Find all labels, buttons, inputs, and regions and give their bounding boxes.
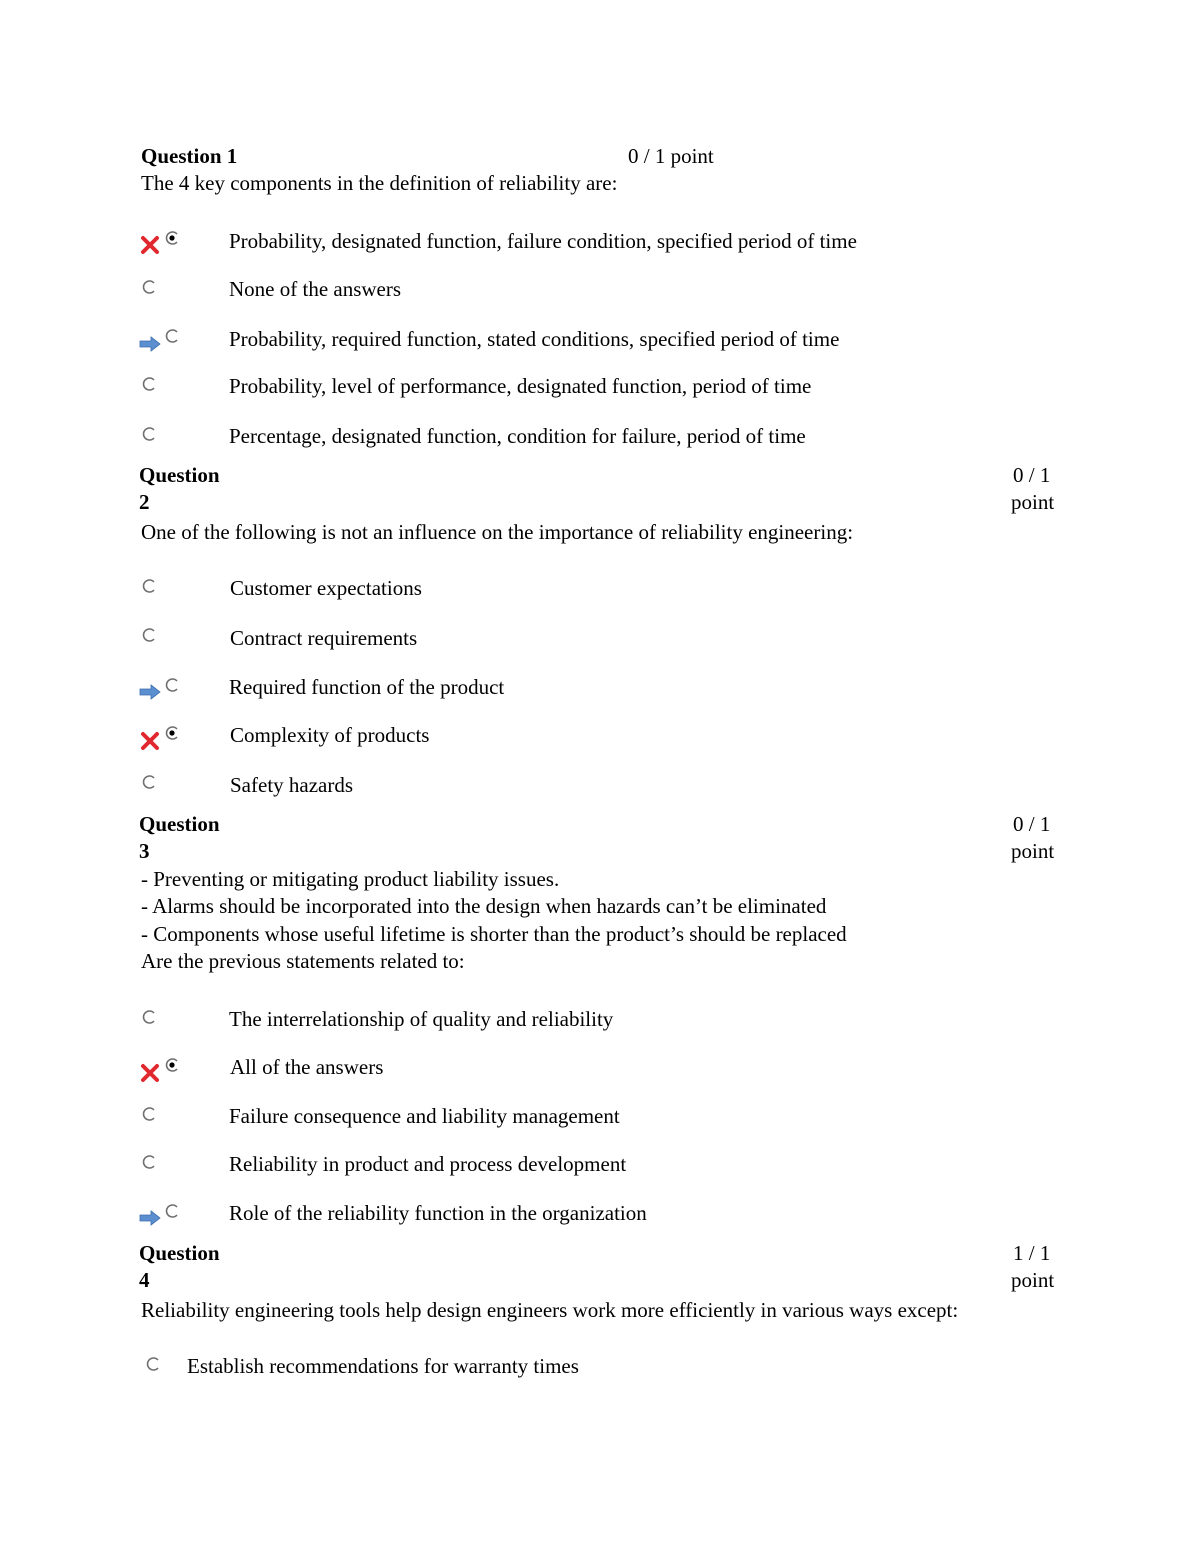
question-2-label-line1: Question — [139, 463, 220, 487]
radio-unselected-icon[interactable] — [141, 376, 157, 392]
option-text: Customer expectations — [230, 576, 422, 600]
radio-unselected-icon[interactable] — [141, 1154, 157, 1170]
radio-unselected-icon[interactable] — [141, 774, 157, 790]
radio-unselected-icon[interactable] — [141, 426, 157, 442]
option-text: None of the answers — [229, 277, 402, 301]
option-text: All of the answers — [230, 1055, 384, 1079]
option-text: Probability, level of performance, designated function, period of time — [229, 374, 812, 398]
option-text: Role of the reliability function in the organization — [229, 1201, 647, 1225]
option-text: Probability, required function, stated conditions, specified period of time — [229, 327, 840, 351]
radio-unselected-icon[interactable] — [141, 578, 157, 594]
question-1-label: Question 1 — [141, 144, 238, 168]
question-3-score-line1: 0 / 1 — [1013, 812, 1051, 836]
question-4-prompt: Reliability engineering tools help design engineers work more efficiently in various ways except: — [141, 1298, 959, 1322]
question-1-score: 0 / 1 point — [628, 144, 714, 168]
question-2-prompt: One of the following is not an influence on the importance of reliability engineering: — [141, 520, 854, 544]
question-4-label-line2: 4 — [139, 1268, 150, 1292]
option-text: The interrelationship of quality and reliability — [229, 1007, 614, 1031]
option-text: Probability, designated function, failure condition, specified period of time — [229, 229, 857, 253]
option-text: Establish recommendations for warranty times — [187, 1354, 579, 1378]
option-text: Contract requirements — [230, 626, 418, 650]
radio-unselected-icon[interactable] — [145, 1356, 161, 1372]
option-text: Percentage, designated function, condition for failure, period of time — [229, 424, 806, 448]
option-text: Required function of the product — [229, 675, 505, 699]
question-3-label-line2: 3 — [139, 839, 150, 863]
radio-unselected-icon[interactable] — [141, 1106, 157, 1122]
radio-selected-icon[interactable] — [164, 230, 180, 246]
question-4-score-line1: 1 / 1 — [1013, 1241, 1051, 1265]
question-1-prompt: The 4 key components in the definition of reliability are: — [141, 171, 618, 195]
question-4-score-line2: point — [1011, 1268, 1055, 1292]
question-2-score-line1: 0 / 1 — [1013, 463, 1051, 487]
radio-unselected-icon[interactable] — [141, 279, 157, 295]
radio-unselected-icon[interactable] — [141, 1009, 157, 1025]
question-2-label-line2: 2 — [139, 490, 150, 514]
x-mark-icon — [139, 731, 161, 751]
question-3-statement-1: - Preventing or mitigating product liability issues. — [141, 867, 560, 891]
arrow-right-icon — [139, 1208, 161, 1228]
question-3-statement-2: - Alarms should be incorporated into the design when hazards can’t be eliminated — [141, 894, 827, 918]
x-mark-icon — [139, 1063, 161, 1083]
radio-selected-icon[interactable] — [164, 725, 180, 741]
arrow-right-icon — [139, 334, 161, 354]
radio-unselected-icon[interactable] — [164, 1203, 180, 1219]
question-3-prompt: Are the previous statements related to: — [141, 949, 465, 973]
radio-unselected-icon[interactable] — [164, 677, 180, 693]
question-3-score-line2: point — [1011, 839, 1055, 863]
option-text: Failure consequence and liability management — [229, 1104, 620, 1128]
question-3-label-line1: Question — [139, 812, 220, 836]
radio-unselected-icon[interactable] — [164, 328, 180, 344]
question-3-statement-3: - Components whose useful lifetime is shorter than the product’s should be replaced — [141, 922, 847, 946]
radio-unselected-icon[interactable] — [141, 627, 157, 643]
radio-selected-icon[interactable] — [164, 1057, 180, 1073]
option-text: Safety hazards — [230, 773, 354, 797]
question-4-label-line1: Question — [139, 1241, 220, 1265]
arrow-right-icon — [139, 682, 161, 702]
option-text: Complexity of products — [230, 723, 430, 747]
option-text: Reliability in product and process development — [229, 1152, 627, 1176]
question-2-score-line2: point — [1011, 490, 1055, 514]
x-mark-icon — [139, 235, 161, 255]
